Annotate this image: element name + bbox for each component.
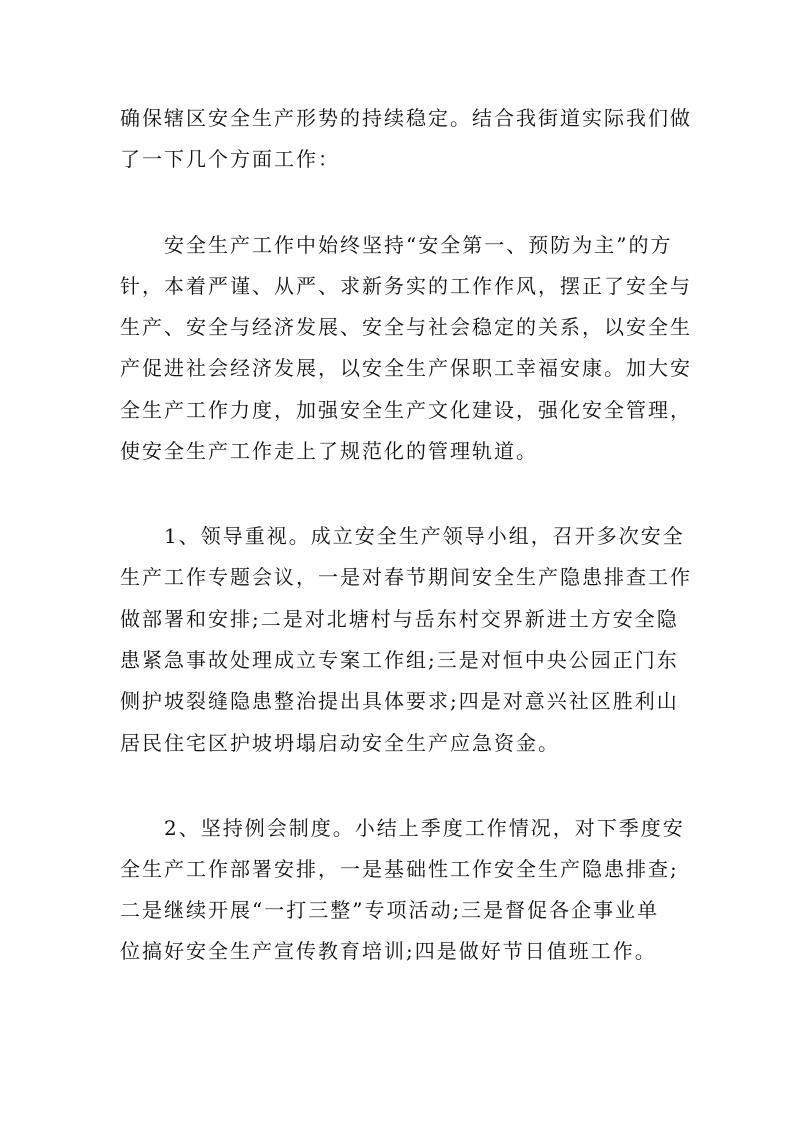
paragraph-3-line-6: 居民住宅区护坡坍塌启动安全生产应急资金。: [120, 731, 560, 755]
paragraph-4-line-3: 二是继续开展“一打三整”专项活动;三是督促各企事业单: [120, 898, 660, 922]
paragraph-2-line-3: 生产、安全与经济发展、安全与社会稳定的关系，以安全生: [120, 315, 692, 339]
paragraph-2-line-4: 产促进社会经济发展，以安全生产保职工幸福安康。加大安: [120, 356, 692, 380]
paragraph-4-line-1: 2、坚持例会制度。小结上季度工作情况，对下季度安: [164, 816, 685, 840]
paragraph-4-line-4: 位搞好安全生产宣传教育培训;四是做好节日值班工作。: [120, 939, 657, 963]
paragraph-1-line-2: 了一下几个方面工作：: [120, 147, 340, 171]
paragraph-2-line-5: 全生产工作力度，加强安全生产文化建设，强化安全管理，: [120, 398, 692, 422]
paragraph-3-line-1: 1、领导重视。成立安全生产领导小组，召开多次安全: [164, 524, 685, 548]
paragraph-3-line-2: 生产工作专题会议，一是对春节期间安全生产隐患排查工作: [120, 565, 692, 589]
paragraph-2-line-2: 针，本着严谨、从严、求新务实的工作作风，摆正了安全与: [120, 274, 692, 298]
paragraph-3-line-3: 做部署和安排;二是对北塘村与岳东村交界新进土方安全隐: [120, 607, 679, 631]
paragraph-2-line-6: 使安全生产工作走上了规范化的管理轨道。: [120, 439, 538, 463]
paragraph-2-line-1: 安全生产工作中始终坚持“安全第一、预防为主”的方: [164, 233, 673, 257]
paragraph-3-line-4: 患紧急事故处理成立专案工作组;三是对恒中央公园正门东: [120, 648, 679, 672]
paragraph-3-line-5: 侧护坡裂缝隐患整治提出具体要求;四是对意兴社区胜利山: [120, 689, 679, 713]
paragraph-4-line-2: 全生产工作部署安排，一是基础性工作安全生产隐患排查;: [120, 857, 679, 881]
paragraph-1-line-1: 确保辖区安全生产形势的持续稳定。结合我街道实际我们做: [120, 106, 692, 130]
